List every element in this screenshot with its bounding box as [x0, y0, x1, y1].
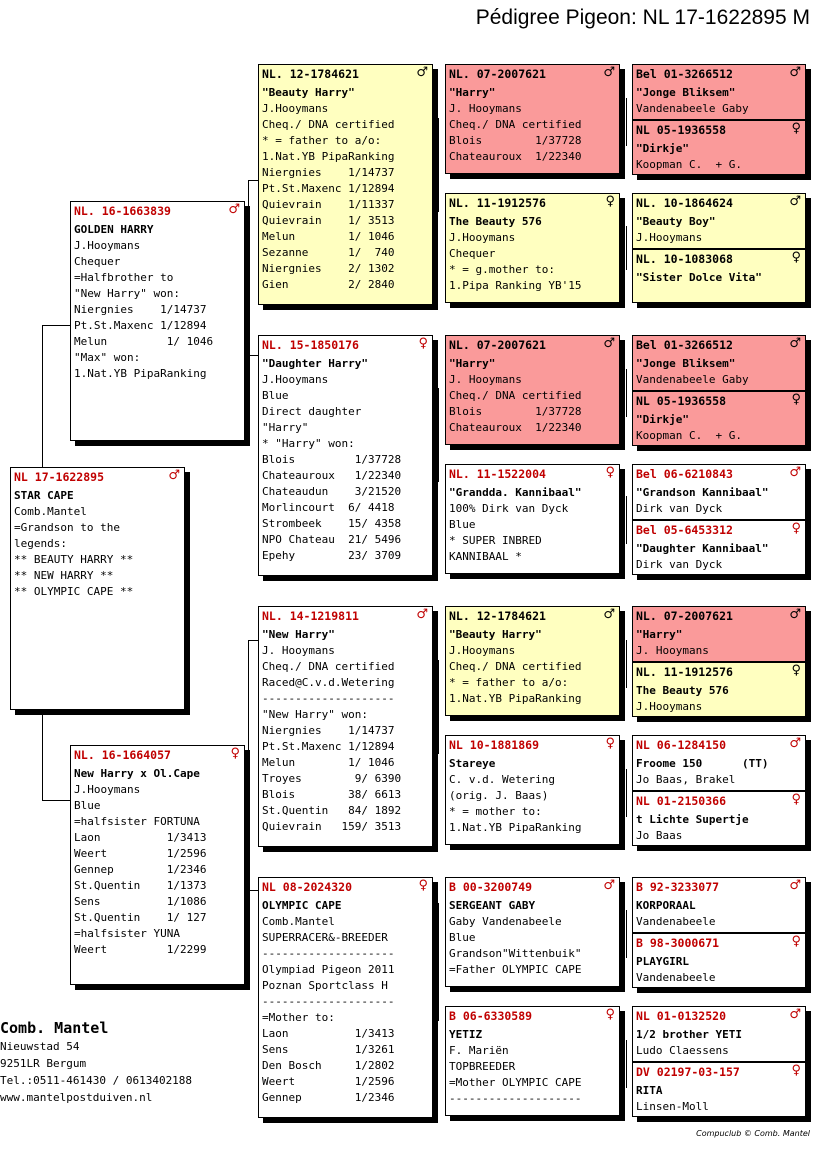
pigeon-info: RITA Linsen-Moll	[636, 1084, 709, 1113]
ring-number: NL. 16-1663839	[74, 204, 171, 218]
pedigree-box-fmmm	[632, 520, 806, 575]
ring-number: NL 01-0132520	[636, 1009, 727, 1023]
pigeon-info: "Harry" J. Hooymans Cheq./ DNA certified Blois 1/37728 Chateauroux 1/22340	[449, 86, 582, 163]
pigeon-info: "Harry" J. Hooymans	[636, 628, 709, 657]
pigeon-info: The Beauty 576 J.Hooymans Chequer * = g.mother to: 1.Pipa Ranking YB'15	[449, 215, 582, 292]
ring-number: NL 10-1881869	[449, 738, 540, 752]
pigeon-info: "Beauty Harry" J.Hooymans Cheq./ DNA certified * = father to a/o: 1.Nat.YB PipaRanking Niergnies 1/14737 Pt.St.Maxenc 1/12894 Quievrain 1/11337 Quievrain 1/ 3513 Melun 1/ 1046 Sezanne 1/ 740 Niergnies 2/ 1302 Gien 2/ 2840	[262, 86, 395, 291]
owner-tel: Tel.:0511-461430 / 0613402188	[0, 1074, 193, 1087]
ring-number: NL 17-1622895	[14, 470, 105, 484]
connector-line	[438, 903, 439, 1021]
pedigree-box-mfmf	[632, 735, 806, 791]
pedigree-box-mfm	[445, 735, 620, 845]
female-icon: ♀	[791, 792, 801, 807]
female-icon: ♀	[605, 194, 615, 209]
male-icon: ♂	[168, 468, 180, 483]
connector-line	[626, 369, 627, 417]
footer-credit: Compuclub © Comb. Mantel	[696, 1129, 810, 1138]
connector-line	[248, 355, 258, 356]
pedigree-box-mm	[258, 877, 433, 1118]
male-icon: ♂	[603, 65, 615, 80]
female-icon: ♀	[791, 521, 801, 536]
pedigree-box-mother	[70, 745, 245, 985]
pedigree-box-fm	[258, 335, 433, 576]
pedigree-box-mmf	[445, 877, 620, 987]
pigeon-info: 1/2 brother YETI Ludo Claessens	[636, 1028, 742, 1057]
connector-line	[626, 640, 627, 688]
pedigree-box-ffff	[632, 64, 806, 120]
ring-number: NL 08-2024320	[262, 880, 353, 894]
pigeon-info: New Harry x Ol.Cape J.Hooymans Blue =halfsister FORTUNA Laon 1/3413 Weert 1/2596 Gennep 1/2346 St.Quentin 1/1373 Sens 1/1086 St.Quentin 1/ 127 =halfsister YUNA Weert 1/2299	[74, 767, 207, 956]
ring-number: B 00-3200749	[449, 880, 533, 894]
pigeon-info: "Beauty Harry" J.Hooymans Cheq./ DNA certified * = father to a/o: 1.Nat.YB PipaRanking	[449, 628, 582, 705]
pigeon-info: t Lichte Supertje Jo Baas	[636, 813, 749, 842]
connector-line	[42, 325, 70, 326]
pigeon-info: STAR CAPE Comb.Mantel =Grandson to the legends: ** BEAUTY HARRY ** ** NEW HARRY ** ** OLYMPIC CAPE **	[14, 489, 134, 598]
owner-info	[0, 1018, 192, 1106]
connector-line	[42, 800, 70, 801]
male-icon: ♂	[789, 736, 801, 751]
pigeon-info: GOLDEN HARRY J.Hooymans Chequer =Halfbrother to "New Harry" won: Niergnies 1/14737 Pt.St.Maxenc 1/12894 Melun 1/ 1046 "Max" won: 1.Nat.YB PipaRanking	[74, 223, 214, 380]
pigeon-info: "Jonge Bliksem" Vandenabeele Gaby	[636, 86, 749, 115]
male-icon: ♂	[789, 878, 801, 893]
pedigree-box-mmff	[632, 877, 806, 933]
connector-line	[42, 710, 43, 800]
ring-number: NL 06-1284150	[636, 738, 727, 752]
female-icon: ♀	[418, 336, 428, 351]
pedigree-box-ff	[258, 64, 433, 305]
connector-line	[626, 98, 627, 146]
pigeon-info: "Daughter Harry" J.Hooymans Blue Direct daughter "Harry" * "Harry" won: Blois 1/37728 Chateauroux 1/22340 Chateaudun 3/21520 Morlincourt 6/ 4418 Strombeek 15/ 4358 NPO Chateau 21/ 5496 Epehy 23/ 3709	[262, 357, 402, 562]
connector-line	[626, 226, 627, 270]
ring-number: Bel 01-3266512	[636, 338, 733, 352]
male-icon: ♂	[603, 878, 615, 893]
pigeon-info: Froome 150 (TT) Jo Baas, Brakel	[636, 757, 769, 786]
female-icon: ♀	[791, 392, 801, 407]
owner-city: 9251LR Bergum	[0, 1057, 87, 1070]
pigeon-info: SERGEANT GABY Gaby Vandenabeele Blue Grandson"Wittenbuik" =Father OLYMPIC CAPE	[449, 899, 582, 976]
male-icon: ♂	[789, 336, 801, 351]
pedigree-box-fff	[445, 64, 620, 174]
connector-line	[42, 325, 43, 470]
female-icon: ♀	[791, 250, 801, 265]
pedigree-box-mmfm	[632, 933, 806, 988]
male-icon: ♂	[603, 336, 615, 351]
ring-number: NL. 15-1850176	[262, 338, 359, 352]
pedigree-box-mmm	[445, 1006, 620, 1116]
connector-line	[438, 388, 439, 482]
pigeon-info: "Jonge Bliksem" Vandenabeele Gaby	[636, 357, 749, 386]
female-icon: ♀	[791, 934, 801, 949]
pedigree-box-fmm	[445, 464, 620, 574]
pedigree-box-fmmf	[632, 464, 806, 520]
female-icon: ♀	[791, 1063, 801, 1078]
pigeon-info: "New Harry" J. Hooymans Cheq./ DNA certified Raced@C.v.d.Wetering -------------------- "New Harry" won: Niergnies 1/14737 Pt.St.Maxenc 1/12894 Melun 1/ 1046 Troyes 9/ 6390 Blois 38/ 6613 St.Quentin 84/ 1892 Quievrain 159/ 3513	[262, 628, 402, 833]
pigeon-info: "Grandda. Kannibaal" 100% Dirk van Dyck Blue * SUPER INBRED KANNIBAAL *	[449, 486, 582, 563]
male-icon: ♂	[416, 65, 428, 80]
pedigree-box-fmfm	[632, 391, 806, 446]
ring-number: NL. 11-1912576	[636, 665, 733, 679]
ring-number: Bel 06-6210843	[636, 467, 733, 481]
connector-line	[248, 640, 258, 641]
ring-number: Bel 05-6453312	[636, 523, 733, 537]
pigeon-info: YETIZ F. Mariën TOPBREEDER =Mother OLYMPIC CAPE --------------------	[449, 1028, 582, 1105]
owner-address: Nieuwstad 54	[0, 1040, 80, 1053]
ring-number: DV 02197-03-157	[636, 1065, 740, 1079]
pedigree-box-mf	[258, 606, 433, 847]
pedigree-box-ffm	[445, 193, 620, 303]
ring-number: NL 01-2150366	[636, 794, 727, 808]
pigeon-info: "Daughter Kannibaal" Dirk van Dyck	[636, 542, 769, 571]
pedigree-box-ffmm	[632, 249, 806, 303]
pedigree-box-ffmf	[632, 193, 806, 249]
ring-number: Bel 01-3266512	[636, 67, 733, 81]
male-icon: ♂	[416, 607, 428, 622]
male-icon: ♂	[789, 65, 801, 80]
pedigree-box-mmmf	[632, 1006, 806, 1062]
pigeon-info: KORPORAAL Vandenabeele	[636, 899, 716, 928]
ring-number: NL. 10-1864624	[636, 196, 733, 210]
female-icon: ♀	[791, 663, 801, 678]
owner-name: Comb. Mantel	[0, 1019, 109, 1037]
pedigree-box-subject	[10, 467, 185, 710]
female-icon: ♀	[230, 746, 240, 761]
ring-number: NL 05-1936558	[636, 394, 727, 408]
pigeon-info: "Sister Dolce Vita"	[636, 271, 762, 284]
ring-number: NL. 11-1522004	[449, 467, 546, 481]
pigeon-info: Stareye C. v.d. Wetering (orig. J. Baas) * = mother to: 1.Nat.YB PipaRanking	[449, 757, 582, 834]
pedigree-box-mfff	[632, 606, 806, 662]
pedigree-box-mffm	[632, 662, 806, 717]
pedigree-box-fffm	[632, 120, 806, 175]
male-icon: ♂	[789, 1007, 801, 1022]
ring-number: NL. 12-1784621	[449, 609, 546, 623]
pigeon-info: "Dirkje" Koopman C. + G.	[636, 142, 742, 171]
pigeon-info: "Dirkje" Koopman C. + G.	[636, 413, 742, 442]
pedigree-box-mfmm	[632, 791, 806, 846]
connector-line	[626, 1040, 627, 1088]
ring-number: NL. 14-1219811	[262, 609, 359, 623]
owner-web: www.mantelpostduiven.nl	[0, 1091, 153, 1104]
pigeon-info: "Beauty Boy" J.Hooymans	[636, 215, 716, 244]
connector-line	[248, 180, 249, 355]
ring-number: B 98-3000671	[636, 936, 720, 950]
pedigree-box-father	[70, 201, 245, 441]
male-icon: ♂	[789, 194, 801, 209]
female-icon: ♀	[418, 878, 428, 893]
connector-line	[248, 890, 258, 891]
male-icon: ♂	[789, 607, 801, 622]
page-title: Pédigree Pigeon: NL 17-1622895 M	[475, 6, 810, 29]
pedigree-box-mmmm	[632, 1062, 806, 1117]
female-icon: ♀	[605, 1007, 615, 1022]
male-icon: ♂	[789, 465, 801, 480]
ring-number: B 92-3233077	[636, 880, 720, 894]
female-icon: ♀	[605, 736, 615, 751]
ring-number: NL. 10-1083068	[636, 252, 733, 266]
ring-number: NL. 07-2007621	[449, 67, 546, 81]
connector-line	[438, 660, 439, 754]
connector-line	[248, 640, 249, 890]
ring-number: NL 05-1936558	[636, 123, 727, 137]
ring-number: NL. 16-1664057	[74, 748, 171, 762]
pigeon-info: PLAYGIRL Vandenabeele	[636, 955, 716, 984]
connector-line	[626, 769, 627, 817]
pigeon-info: OLYMPIC CAPE Comb.Mantel SUPERRACER&-BREEDER -------------------- Olympiad Pigeon 2011 Poznan Sportclass H -------------------- =Mother to: Laon 1/3413 Sens 1/3261 Den Bosch 1/2802 Weert 1/2596 Gennep 1/2346	[262, 899, 395, 1104]
pedigree-box-mff	[445, 606, 620, 716]
male-icon: ♂	[603, 607, 615, 622]
connector-line	[248, 180, 258, 181]
ring-number: B 06-6330589	[449, 1009, 533, 1023]
connector-line	[626, 910, 627, 958]
ring-number: NL. 12-1784621	[262, 67, 359, 81]
pedigree-box-fmff	[632, 335, 806, 391]
connector-line	[438, 118, 439, 212]
ring-number: NL. 07-2007621	[449, 338, 546, 352]
female-icon: ♀	[605, 465, 615, 480]
ring-number: NL. 11-1912576	[449, 196, 546, 210]
male-icon: ♂	[228, 202, 240, 217]
connector-line	[626, 496, 627, 544]
pigeon-info: "Harry" J. Hooymans Cheq./ DNA certified Blois 1/37728 Chateauroux 1/22340	[449, 357, 582, 434]
pedigree-box-fmf	[445, 335, 620, 445]
pigeon-info: "Grandson Kannibaal" Dirk van Dyck	[636, 486, 769, 515]
pigeon-info: The Beauty 576 J.Hooymans	[636, 684, 729, 713]
female-icon: ♀	[791, 121, 801, 136]
ring-number: NL. 07-2007621	[636, 609, 733, 623]
